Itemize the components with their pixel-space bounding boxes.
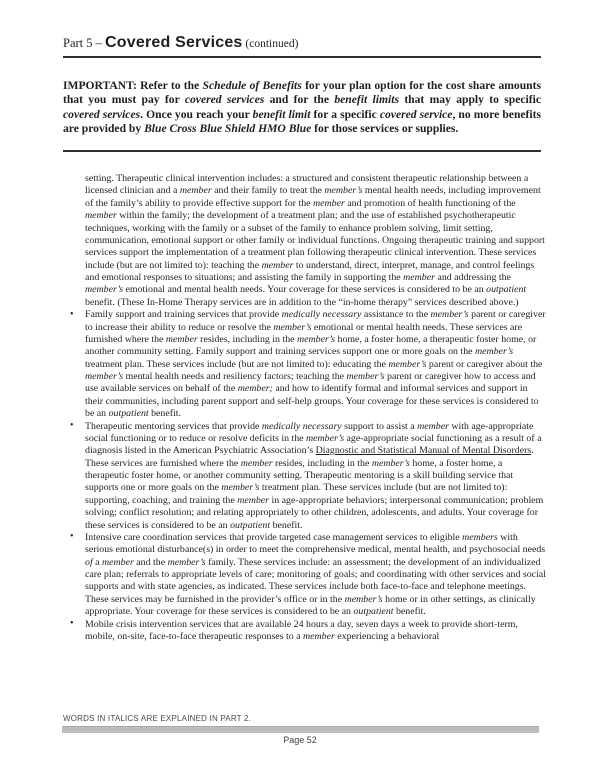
- intro-paragraph: setting. Therapeutic clinical intervention includes: a structured and consistent therapeutic relationship between a licensed clinician and a member and their family to treat the member’s mental health needs, including improvement of the family’s ability to provide effective support for the member and promotion of health functioning of the member within the family; the development of a treatment plan; and the use of established psychotherapeutic techniques, working with the family or a subset of the family to enhance problem solving, limit setting, communication, emotional support or other family or individual functions. Ongoing therapeutic training and support services support the implementation of a treatment plan following therapeutic clinical intervention. These services include (but are not limited to): teaching the member to understand, direct, interpret, manage, and control feelings and emotional responses to situations; and assisting the family in supporting the member and addressing the member’s emotional and mental health needs. Your coverage for these services is considered to be an outpatient benefit. (These In-Home Therapy services are in addition to the “in-home therapy” services described above.): [85, 173, 545, 308]
- page-number: Page 52: [283, 735, 317, 745]
- bullet-text: Family support and training services that provide medically necessary assistance to the member’s parent or caregiver to increase their ability to reduce or resolve the member’s emotional or mental health needs. These services are furnished where the member resides, including in the member’s home, a foster home, a therapeutic foster home, or another community setting. Family support and training services support one or more goals on the member’s treatment plan. These services include (but are not limited to): educating the member’s parent or caregiver about the member’s mental health needs and resiliency factors; teaching the member’s parent or caregiver how to access and use available services on behalf of the member; and how to identify formal and informal services and support in their communities, including parent support and self-help groups. Your coverage for these services is considered to be an outpatient benefit.: [85, 309, 546, 420]
- page-title: Covered Services: [105, 34, 243, 51]
- footer-bar: [62, 726, 539, 733]
- bullet-text: Mobile crisis intervention services that are available 24 hours a day, seven days a week to provide short-term, mobile, on-site, face-to-face therapeutic responses to a member experiencing a behavioral: [85, 618, 518, 642]
- bullet-marker-icon: •: [70, 531, 74, 543]
- bullet-item: [70, 618, 546, 644]
- bullet-text: Intensive care coordination services that provide targeted case management services to eligible members with serious emotional disturbance(s) in order to meet the comprehensive medical, mental health, and psychosocial needs of a member and the member’s family. These services include: an assessment; the development of an individualized care plan; referrals to appropriate levels of care; monitoring of goals; and coordinating with other services and social supports and with state agencies, as indicated. These services include both face-to-face and telephone meetings. These services may be furnished in the provider’s office or in the member’s home or in other settings, as clinically appropriate. Your coverage for these services is considered to be an outpatient benefit.: [85, 531, 546, 618]
- body-content: [70, 173, 546, 643]
- bullet-list: [70, 308, 546, 643]
- bullet-item: [70, 308, 546, 420]
- section-divider: [63, 150, 541, 152]
- italics-note: WORDS IN ITALICS ARE EXPLAINED IN PART 2.: [63, 714, 252, 723]
- bullet-marker-icon: •: [70, 618, 74, 629]
- page-header: [63, 34, 541, 52]
- bullet-marker-icon: •: [70, 308, 74, 320]
- continued-label: (continued): [242, 38, 299, 50]
- part-label: Part 5 –: [63, 36, 106, 50]
- bullet-item: [70, 531, 546, 619]
- bullet-item: [70, 420, 546, 532]
- bullet-marker-icon: •: [70, 420, 74, 431]
- bullet-text: Therapeutic mentoring services that provide medically necessary support to assist a member with age-appropriate social functioning or to reduce or resolve deficits in the member’s age-appropriate social functioning as a result of a diagnosis listed in the American Psychiatric Association’s Diagnostic and Statistical Manual of Mental Disorders. These services are furnished where the member resides, including in the member’s home, a foster home, a therapeutic foster home, or another community setting. Therapeutic mentoring is a skill building service that supports one or more goals on the member’s treatment plan. These services include (but are not limited to): supporting, coaching, and training the member in age-appropriate behaviors; interpersonal communication; problem solving; conflict resolution; and relating appropriately to other children, adolescents, and adults. Your coverage for these services is considered to be an outpatient benefit.: [85, 420, 544, 531]
- header-divider: [63, 56, 541, 58]
- important-notice: IMPORTANT: Refer to the Schedule of Benefits for your plan option for the cost share amounts that you must pay for covered services and for the benefit limits that may apply to specific covered services. Once you reach your benefit limit for a specific covered service, no more benefits are provided by Blue Cross Blue Shield HMO Blue for those services or supplies.: [63, 79, 541, 135]
